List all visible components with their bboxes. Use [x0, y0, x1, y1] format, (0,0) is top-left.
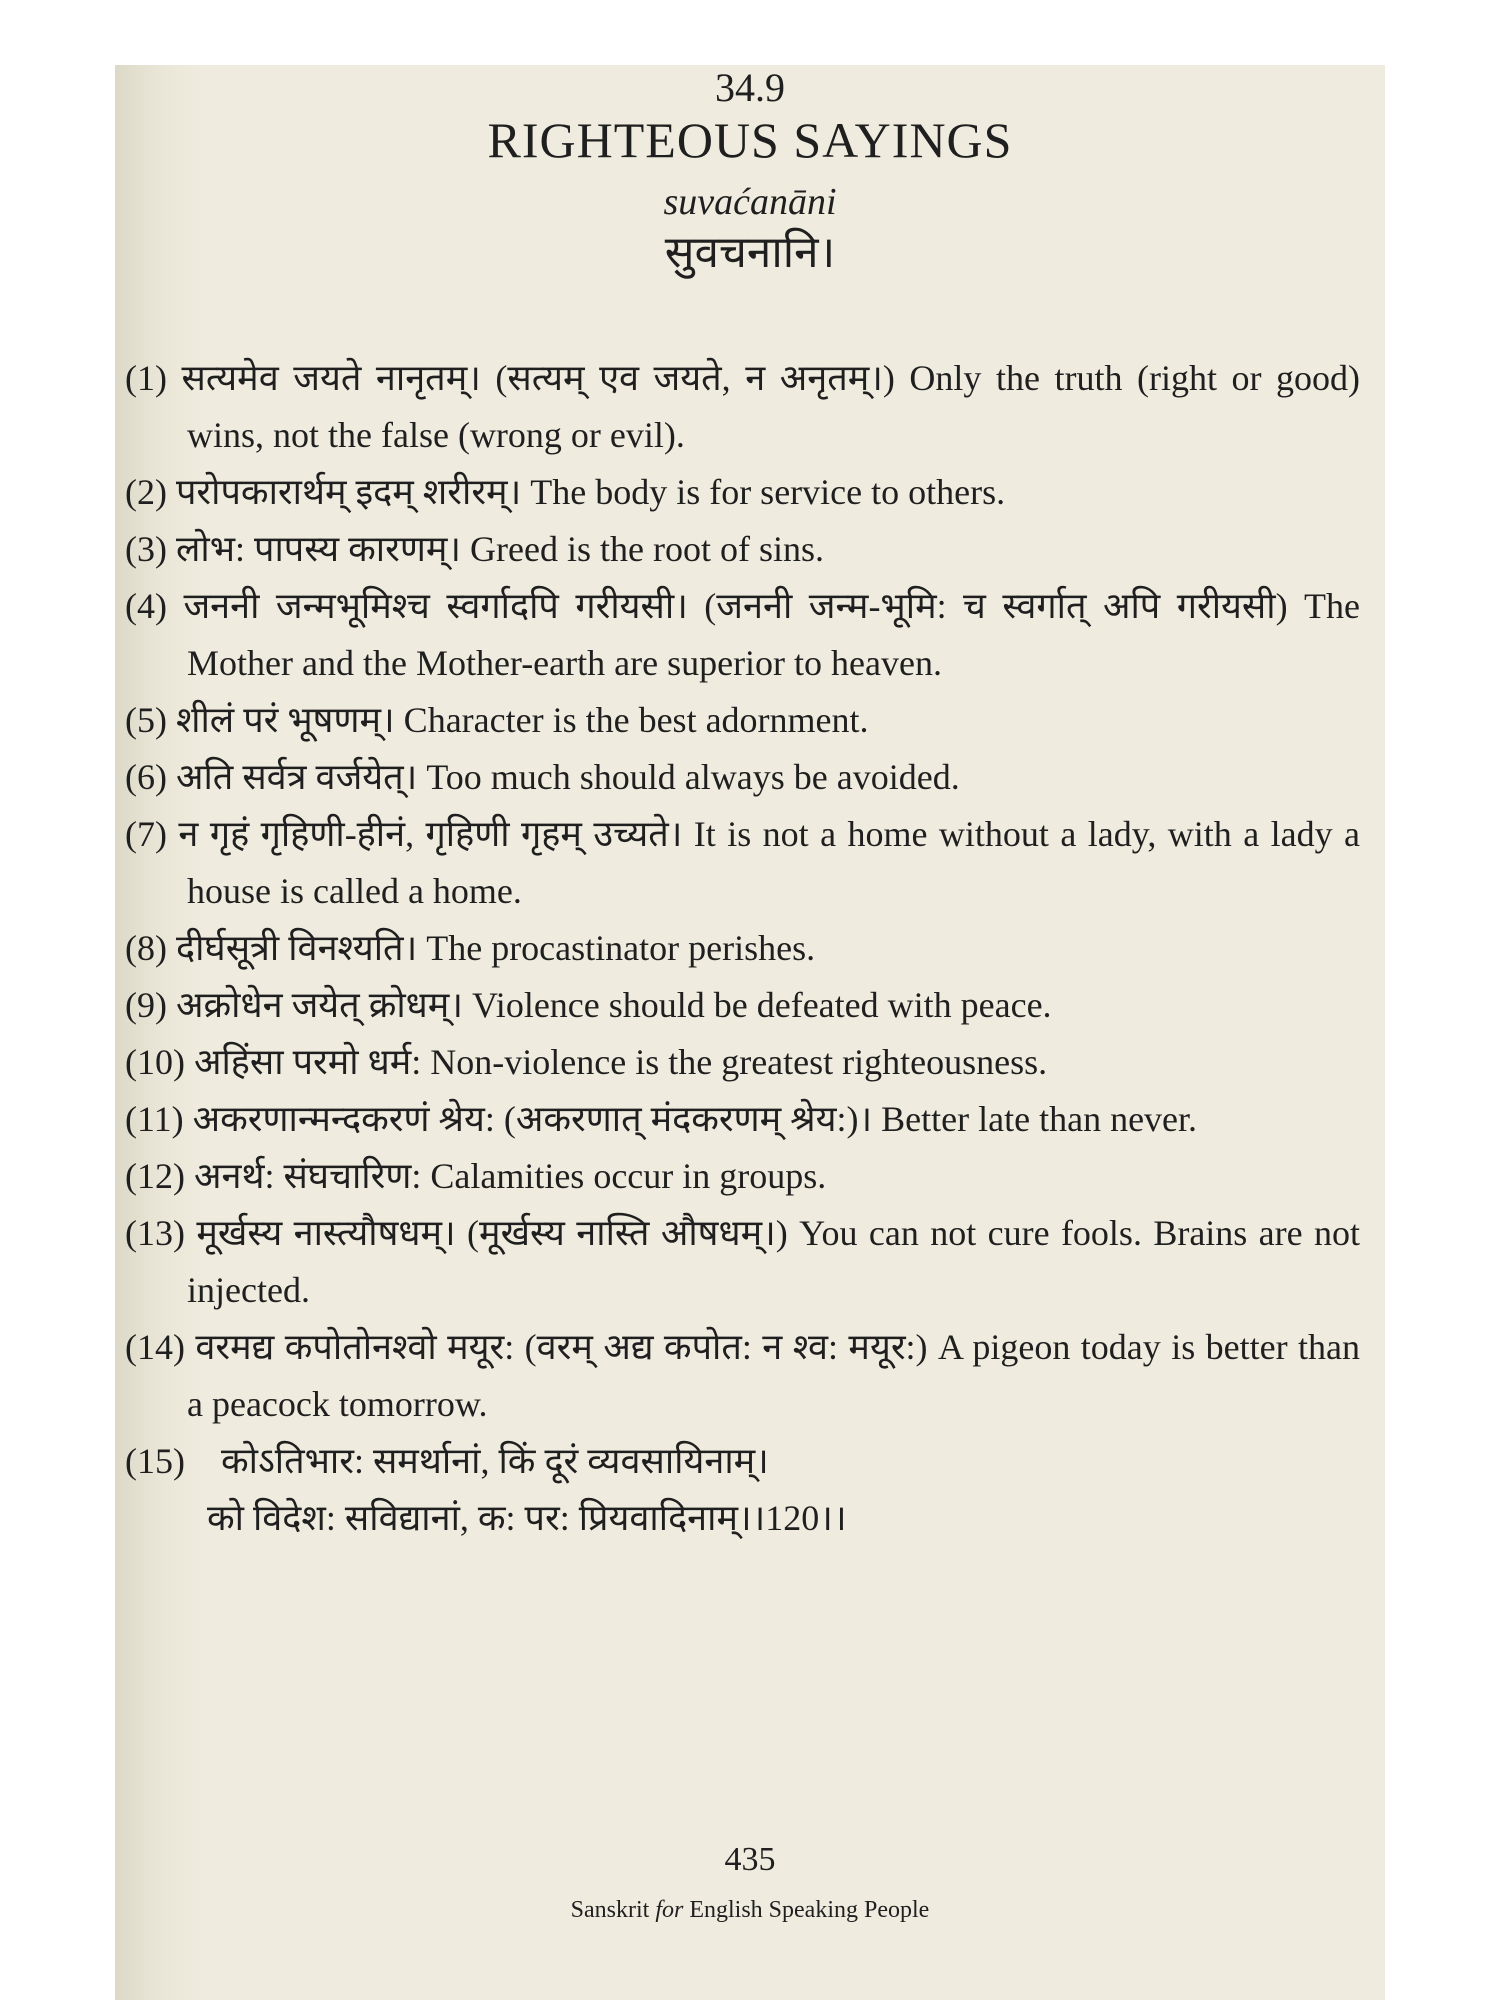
verse-line-2: को विदेश: सविद्यानां, क: पर: प्रियवादिनाम्।।120।। — [207, 1498, 847, 1538]
verse-line-1 — [125, 1433, 1360, 1490]
section-transliteration: suvaćanāni — [663, 181, 837, 223]
saying-text: लोभ: पापस्य कारणम्। Greed is the root of sins. — [175, 529, 824, 569]
saying-item — [125, 521, 1360, 578]
saying-item — [125, 1319, 1360, 1433]
saying-number: (1) — [125, 358, 167, 398]
saying-item — [125, 350, 1360, 464]
saying-item — [125, 806, 1360, 920]
book-title-part1: Sanskrit — [570, 1897, 656, 1923]
section-number: 34.9 — [715, 65, 785, 110]
saying-item — [125, 749, 1360, 806]
saying-number: (6) — [125, 757, 167, 797]
book-title-part2: English Speaking People — [683, 1897, 930, 1923]
saying-number: (14) — [125, 1327, 185, 1367]
saying-number: (13) — [125, 1213, 185, 1253]
saying-text: वरमद्य कपोतोनश्वो मयूर: (वरम् अद्य कपोत: न श्व: मयूर:) A pigeon today is better than a peacock tomorrow. — [187, 1327, 1360, 1424]
verse-item — [125, 1433, 1360, 1547]
saying-item — [125, 578, 1360, 692]
saying-text: अकरणान्मन्दकरणं श्रेय: (अकरणात् मंदकरणम् श्रेय:)। Better late than never. — [192, 1099, 1198, 1139]
saying-number: (5) — [125, 700, 167, 740]
saying-number: (4) — [125, 586, 167, 626]
saying-text: न गृहं गृहिणी-हीनं, गृहिणी गृहम् उच्यते। It is not a home without a lady, with a lady a house is called a home. — [178, 814, 1360, 911]
saying-text: शीलं परं भूषणम्। Character is the best adornment. — [175, 700, 869, 740]
saying-item — [125, 692, 1360, 749]
saying-item — [125, 464, 1360, 521]
book-title — [115, 1895, 1385, 1925]
section-devanagari-title: सुवचनानि। — [664, 228, 836, 277]
saying-text: दीर्घसूत्री विनश्यति। The procastinator perishes. — [175, 928, 816, 968]
saying-text: अक्रोधेन जयेत् क्रोधम्। Violence should be defeated with peace. — [175, 985, 1052, 1025]
saying-number: (12) — [125, 1156, 185, 1196]
verse-number: (15) — [125, 1441, 185, 1481]
saying-text: परोपकारार्थम् इदम् शरीरम्। The body is for service to others. — [175, 472, 1006, 512]
verse-line-1-text: कोऽतिभार: समर्थानां, किं दूरं व्यवसायिनाम्। — [220, 1441, 769, 1481]
page-number: 435 — [724, 1841, 776, 1878]
saying-number: (11) — [125, 1099, 184, 1139]
saying-text: अहिंसा परमो धर्म: Non-violence is the greatest righteousness. — [193, 1042, 1048, 1082]
sayings-list — [125, 350, 1360, 1547]
book-title-for: for — [655, 1897, 684, 1923]
saying-text: सत्यमेव जयते नानृतम्। (सत्यम् एव जयते, न अनृतम्।) Only the truth (right or good) wins, not the false (wrong or evil). — [181, 358, 1360, 455]
saying-text: अति सर्वत्र वर्जयेत्। Too much should always be avoided. — [175, 757, 960, 797]
saying-number: (10) — [125, 1042, 185, 1082]
saying-number: (7) — [125, 814, 167, 854]
saying-item — [125, 1034, 1360, 1091]
saying-number: (3) — [125, 529, 167, 569]
saying-text: जननी जन्मभूमिश्च स्वर्गादपि गरीयसी। (जननी जन्म-भूमि: च स्वर्गात् अपि गरीयसी) The Mother and the Mother-earth are superior to heaven. — [183, 586, 1360, 683]
saying-item — [125, 1148, 1360, 1205]
saying-text: मूर्खस्य नास्त्यौषधम्। (मूर्खस्य नास्ति औषधम्।) You can not cure fools. Brains are not injected. — [187, 1213, 1361, 1310]
saying-item — [125, 977, 1360, 1034]
book-page — [115, 65, 1385, 2000]
saying-item — [125, 1205, 1360, 1319]
saying-number: (9) — [125, 985, 167, 1025]
section-title: RIGHTEOUS SAYINGS — [487, 112, 1013, 168]
saying-number: (2) — [125, 472, 167, 512]
saying-item — [125, 920, 1360, 977]
saying-text: अनर्थ: संघचारिण: Calamities occur in groups. — [193, 1156, 827, 1196]
saying-item — [125, 1091, 1360, 1148]
saying-number: (8) — [125, 928, 167, 968]
